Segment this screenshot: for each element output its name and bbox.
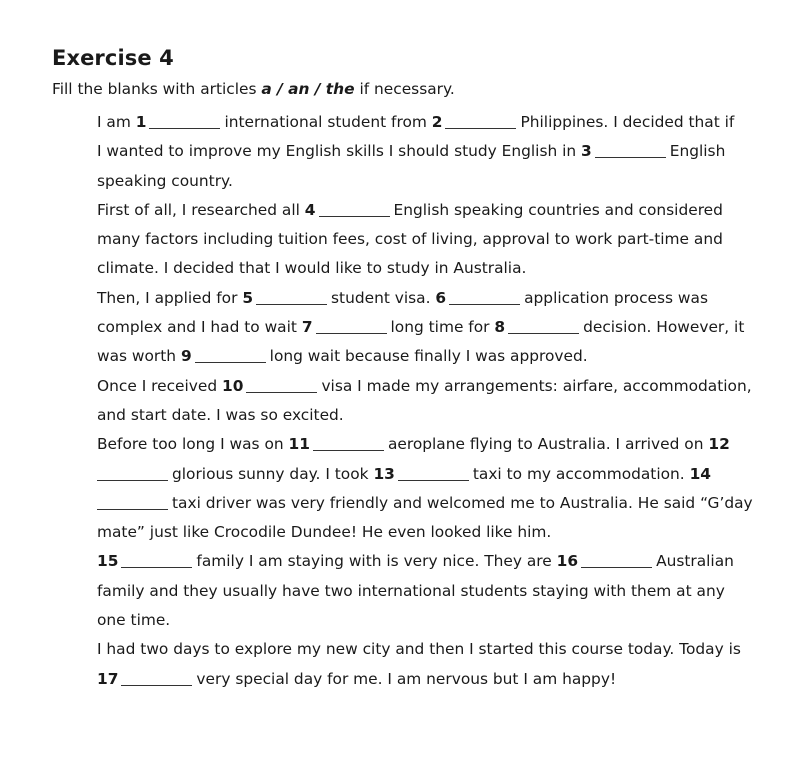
text-line bbox=[97, 547, 797, 576]
text-segment: very special day for me. I am nervous but I am happy! bbox=[196, 669, 617, 688]
blank-9[interactable] bbox=[195, 348, 266, 363]
blank-number-12: 12 bbox=[708, 435, 730, 454]
instruction-articles: a / an / the bbox=[261, 80, 355, 98]
text-segment: one time. bbox=[97, 611, 171, 630]
text-line bbox=[97, 489, 797, 518]
blank-number-10: 10 bbox=[222, 376, 244, 395]
text-line bbox=[97, 313, 797, 342]
text-segment: and start date. I was so excited. bbox=[97, 405, 344, 424]
blank-2[interactable] bbox=[445, 114, 516, 129]
blank-10[interactable] bbox=[246, 378, 317, 393]
text-line bbox=[97, 401, 797, 430]
exercise-paragraphs bbox=[97, 108, 797, 694]
blank-number-6: 6 bbox=[435, 288, 447, 307]
text-segment: long wait because finally I was approved. bbox=[269, 347, 588, 366]
blank-number-9: 9 bbox=[180, 347, 192, 366]
text-segment: speaking country. bbox=[97, 171, 233, 190]
blank-6[interactable] bbox=[449, 290, 520, 305]
text-segment: application process was bbox=[524, 288, 708, 307]
blank-13[interactable] bbox=[398, 466, 469, 481]
blank-number-5: 5 bbox=[242, 288, 254, 307]
text-segment: Philippines. I decided that if bbox=[520, 113, 735, 131]
text-segment: Australian bbox=[656, 552, 734, 571]
text-segment: English speaking countries and considered bbox=[393, 200, 723, 219]
text-segment: Once I received bbox=[97, 376, 223, 395]
text-line bbox=[97, 108, 797, 137]
text-line bbox=[97, 665, 797, 694]
blank-7[interactable] bbox=[316, 319, 387, 334]
text-line bbox=[97, 460, 797, 489]
text-segment: decision. However, it bbox=[583, 318, 745, 337]
text-segment: Then, I applied for bbox=[97, 288, 243, 307]
text-segment: Before too long I was on bbox=[97, 435, 289, 454]
blank-number-8: 8 bbox=[494, 318, 506, 337]
text-segment: visa I made my arrangements: airfare, accommodation, bbox=[321, 376, 752, 395]
blank-number-4: 4 bbox=[304, 200, 316, 219]
text-segment: I wanted to improve my English skills I should study English in bbox=[97, 142, 582, 161]
blank-number-3: 3 bbox=[581, 142, 592, 161]
text-segment: student visa. bbox=[331, 288, 436, 307]
text-line bbox=[97, 254, 797, 283]
text-line bbox=[97, 167, 797, 196]
text-line bbox=[97, 196, 797, 225]
blank-number-7: 7 bbox=[301, 318, 313, 337]
instruction-line bbox=[52, 80, 455, 98]
text-segment: I am bbox=[97, 113, 136, 131]
blank-8[interactable] bbox=[508, 319, 579, 334]
exercise-title: Exercise 4 bbox=[52, 46, 174, 70]
text-line bbox=[97, 342, 797, 371]
text-line bbox=[97, 577, 797, 606]
text-line bbox=[97, 372, 797, 401]
blank-number-17: 17 bbox=[97, 669, 119, 688]
blank-number-16: 16 bbox=[556, 552, 579, 571]
blank-12[interactable] bbox=[97, 466, 168, 481]
blank-number-13: 13 bbox=[373, 464, 395, 483]
text-segment: mate” just like Crocodile Dundee! He even looked like him. bbox=[97, 523, 552, 542]
blank-number-15: 15 bbox=[97, 552, 119, 571]
blank-4[interactable] bbox=[319, 202, 390, 217]
instruction-text-end: if necessary. bbox=[354, 80, 455, 98]
text-segment: taxi to my accommodation. bbox=[472, 464, 690, 483]
text-segment: climate. I decided that I would like to study in Australia. bbox=[97, 259, 527, 278]
text-line bbox=[97, 518, 797, 547]
blank-14[interactable] bbox=[97, 495, 168, 510]
blank-1[interactable] bbox=[149, 114, 220, 129]
text-segment: aeroplane flying to Australia. I arrived on bbox=[387, 435, 709, 454]
text-segment: complex and I had to wait bbox=[97, 318, 302, 337]
text-segment: English bbox=[669, 142, 726, 161]
text-segment: First of all, I researched all bbox=[97, 200, 305, 219]
blank-number-1: 1 bbox=[135, 113, 147, 131]
text-line bbox=[97, 606, 797, 635]
blank-17[interactable] bbox=[121, 671, 192, 686]
blank-5[interactable] bbox=[256, 290, 327, 305]
text-line bbox=[97, 635, 797, 664]
text-segment: glorious sunny day. I took bbox=[172, 464, 374, 483]
instruction-text: Fill the blanks with articles bbox=[52, 80, 262, 98]
blank-11[interactable] bbox=[313, 436, 384, 451]
text-segment: international student from bbox=[224, 113, 432, 131]
text-segment: was worth bbox=[97, 347, 181, 366]
text-line bbox=[97, 284, 797, 313]
text-segment: I had two days to explore my new city and then I started this course today. Today is bbox=[97, 640, 741, 659]
blank-number-14: 14 bbox=[689, 464, 711, 483]
blank-15[interactable] bbox=[121, 553, 192, 568]
blank-16[interactable] bbox=[581, 553, 652, 568]
text-segment: family and they usually have two international students staying with them at any bbox=[97, 581, 725, 600]
text-line bbox=[97, 225, 797, 254]
text-segment: long time for bbox=[390, 318, 495, 337]
blank-number-2: 2 bbox=[431, 113, 443, 131]
blank-number-11: 11 bbox=[288, 435, 310, 454]
text-segment: family I am staying with is very nice. They are bbox=[196, 552, 557, 571]
text-segment: taxi driver was very friendly and welcomed me to Australia. He said “G’day bbox=[172, 493, 753, 512]
text-segment: many factors including tuition fees, cost of living, approval to work part-time and bbox=[97, 230, 723, 249]
blank-3[interactable] bbox=[595, 143, 666, 158]
text-line bbox=[97, 137, 797, 166]
text-line bbox=[97, 430, 797, 459]
